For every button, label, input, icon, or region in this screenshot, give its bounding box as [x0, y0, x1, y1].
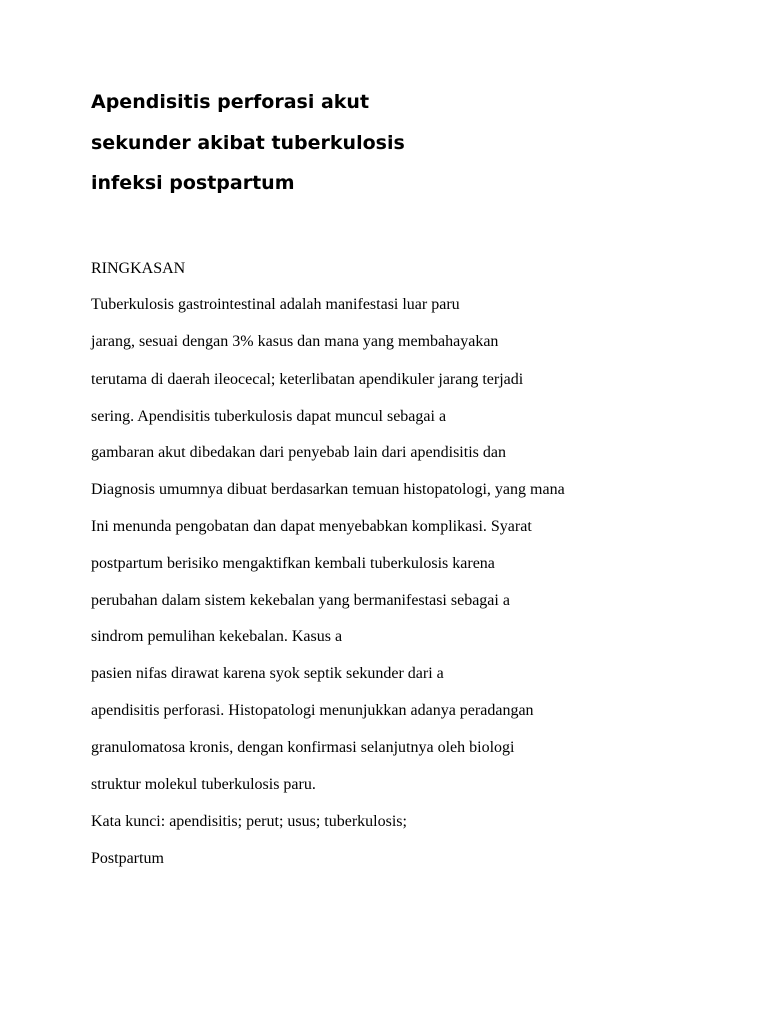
abstract-line-11: pasien nifas dirawat karena syok septik sekunder dari a: [91, 665, 444, 682]
abstract-line-2: jarang, sesuai dengan 3% kasus dan mana yang membahayakan: [91, 333, 499, 350]
abstract-line-14: struktur molekul tuberkulosis paru.: [91, 776, 316, 793]
abstract-line-1: Tuberkulosis gastrointestinal adalah manifestasi luar paru: [91, 296, 460, 313]
document-title-line-2: sekunder akibat tuberkulosis: [91, 132, 405, 154]
abstract-line-3: terutama di daerah ileocecal; keterlibatan apendikuler jarang terjadi: [91, 371, 524, 388]
document-title-line-1: Apendisitis perforasi akut: [91, 91, 370, 113]
abstract-line-8: postpartum berisiko mengaktifkan kembali tuberkulosis karena: [91, 555, 495, 572]
abstract-line-7: Ini menunda pengobatan dan dapat menyebabkan komplikasi. Syarat: [91, 518, 532, 535]
abstract-line-4: sering. Apendisitis tuberkulosis dapat muncul sebagai a: [91, 408, 447, 425]
document-title-line-3: infeksi postpartum: [91, 172, 295, 194]
abstract-line-12: apendisitis perforasi. Histopatologi menunjukkan adanya peradangan: [91, 702, 534, 719]
keywords-line-1: Kata kunci: apendisitis; perut; usus; tuberkulosis;: [91, 813, 407, 830]
abstract-line-5: gambaran akut dibedakan dari penyebab lain dari apendisitis dan: [91, 444, 506, 461]
abstract-line-10: sindrom pemulihan kekebalan. Kasus a: [91, 628, 343, 645]
abstract-line-9: perubahan dalam sistem kekebalan yang bermanifestasi sebagai a: [91, 592, 510, 609]
abstract-line-6: Diagnosis umumnya dibuat berdasarkan temuan histopatologi, yang mana: [91, 481, 565, 498]
abstract-line-13: granulomatosa kronis, dengan konfirmasi selanjutnya oleh biologi: [91, 739, 515, 756]
section-heading-ringkasan: RINGKASAN: [91, 260, 186, 277]
keywords-line-2: Postpartum: [91, 850, 164, 867]
